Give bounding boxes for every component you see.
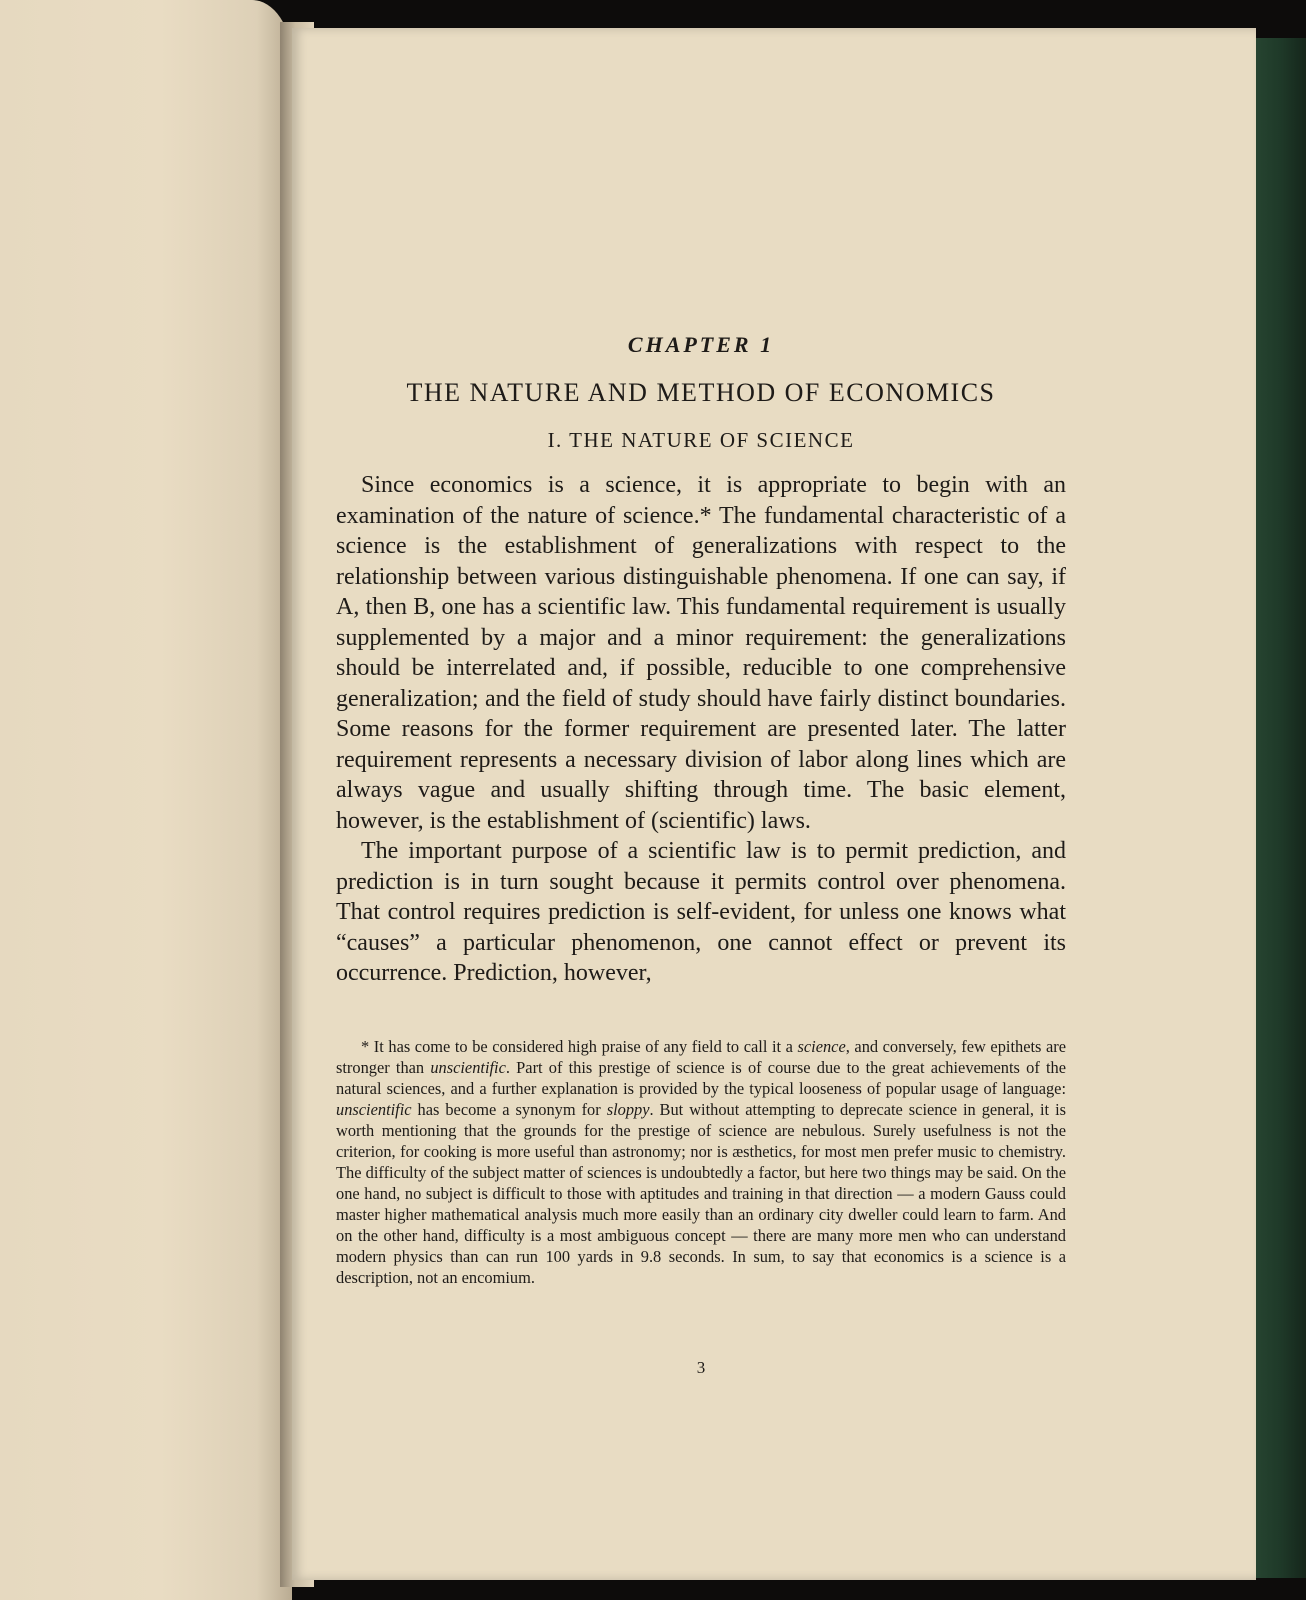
footnote-em-sloppy: sloppy xyxy=(606,1100,650,1119)
footnote-part-1: * It has come to be considered high praise of any field to call it a xyxy=(361,1037,798,1056)
footnote-part-5: . But without attempting to deprecate science in general, it is worth mentioning that the grounds for the prestige of science are nebulous. Surely usefulness is not the criterion, for cooking is more useful than astronomy; nor is æsthetics, for most men prefer music to chemistry. The difficulty of the subject matter of sciences is undoubtedly a factor, but here two things may be said. On the one hand, no subject is difficult to those with aptitudes and training in that direction — a modern Gauss could master higher mathematical analysis much more easily than an ordinary city dweller could learn to farm. And on the other hand, difficulty is a most ambiguous concept — there are many more men who can understand modern physics than can run 100 yards in 9.8 seconds. In sum, to say that economics is a science is a description, not an encomium. xyxy=(336,1100,1067,1287)
chapter-label: CHAPTER 1 xyxy=(627,332,775,357)
footnote-em-unscientific: unscientific xyxy=(430,1058,506,1077)
footnote-part-2: , and conversely, few epithets are stronger than xyxy=(336,1037,1066,1077)
footnote xyxy=(336,1036,1066,1288)
paragraph-2: The important purpose of a scientific law is to permit prediction, and prediction is in turn sought because it permits control over phenomena. That control requires prediction is self-evident, for unless one knows what “causes” a particular phenomenon, one cannot effect or prevent its occurrence. Prediction, however, xyxy=(336,838,1066,986)
section-title: I. THE NATURE OF SCIENCE xyxy=(547,428,855,452)
body-text xyxy=(336,470,1066,989)
footnote-part-3: . Part of this prestige of science is of course due to the great achievements of the natural sciences, and a further explanation is provided by the typical looseness of popular usage of language: xyxy=(336,1058,1067,1098)
footnote-part-4: has become a synonym for xyxy=(411,1100,607,1119)
page-number: 3 xyxy=(696,1358,706,1377)
paragraph-1: Since economics is a science, it is appropriate to begin with an examination of the nature of science.* The fundamental characteristic of a science is the establishment of generalizations with respect to the relationship between various distinguishable phenomena. If one can say, if A, then B, one has a scientific law. This fundamental requirement is usually supplemented by a major and a minor requirement: the generalizations should be interrelated and, if possible, reducible to one comprehensive generalization; and the field of study should have fairly distinct boundaries. Some reasons for the former requirement are presented later. The latter requirement represents a necessary division of labor along lines which are always vague and usually shifting through time. The basic element, however, is the establishment of (scientific) laws. xyxy=(336,472,1066,834)
footnote-em-science: science xyxy=(797,1037,846,1056)
chapter-title: THE NATURE AND METHOD OF ECONOMICS xyxy=(406,378,996,407)
right-page xyxy=(292,28,1256,1580)
left-page xyxy=(0,0,292,1600)
footnote-text xyxy=(336,1036,1066,1288)
footnote-em-unscientific-2: unscientific xyxy=(336,1100,412,1119)
